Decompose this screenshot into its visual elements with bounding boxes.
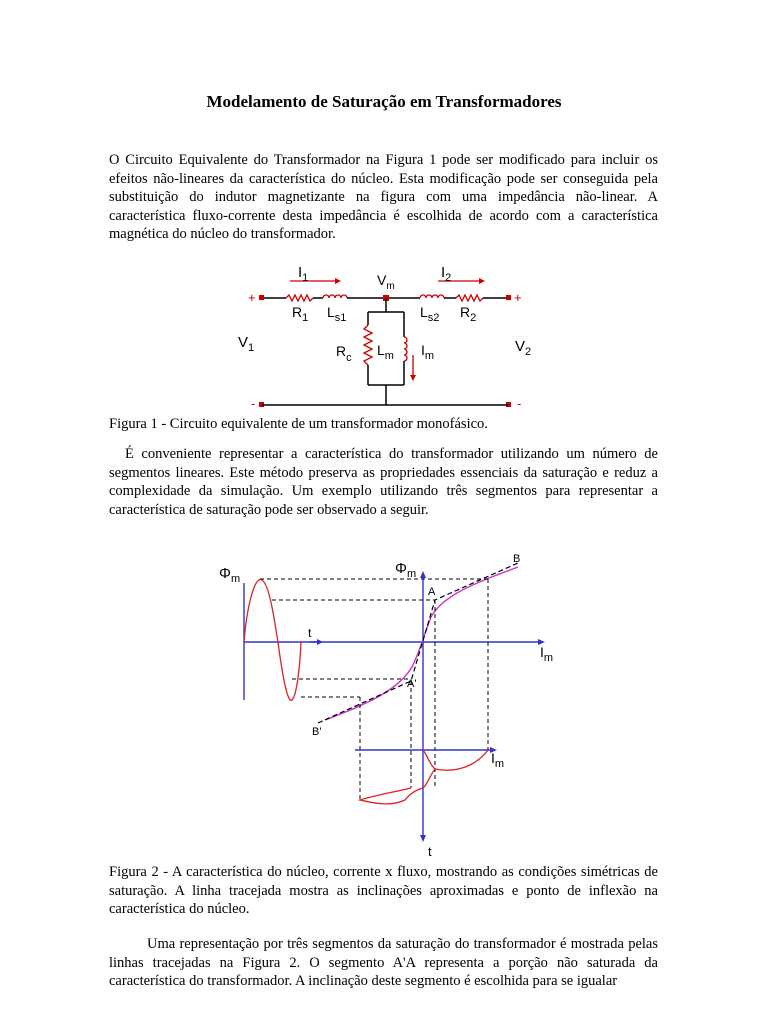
label-point-a-prime: A' (407, 678, 417, 690)
label-rc: $R_c$ (336, 343, 352, 364)
resistor-r2 (456, 295, 483, 301)
label-ls2: $L_{s2}$ (420, 304, 440, 324)
label-i2: $I_2$ (441, 264, 452, 284)
page-title: Modelamento de Saturação em Transformadores (206, 92, 562, 111)
inductor-ls2 (420, 295, 444, 298)
figure-2-saturation (215, 545, 555, 865)
label-point-b-prime: B' (312, 726, 322, 738)
label-vm: $V_m$ (377, 272, 395, 292)
label-r2: $R_2$ (460, 304, 477, 324)
resistor-r1 (286, 295, 313, 301)
label-t-bottom: t (428, 844, 432, 859)
paragraph-three-segments: Uma representação por três segmentos da saturação do transformador é mostrada pelas linhas tracejadas na Figura 2. O segmento A'A representa a porção não saturada da característica do transformador. A inclinação deste segmento é escolhida para se igualar (109, 936, 658, 990)
label-im-lower: $I_m$ (491, 750, 505, 770)
label-v2: $V_2$ (515, 338, 532, 358)
label-plus-right: + (514, 290, 522, 305)
arrow-im (410, 355, 416, 381)
flux-waveform (244, 579, 301, 700)
label-r1: $R_1$ (292, 304, 309, 324)
label-phi-left: $\Phi_m$ (219, 565, 241, 585)
label-minus-right: - (517, 396, 522, 411)
caption-figure-2: Figura 2 - A característica do núcleo, corrente x fluxo, mostrando as condições simétricas de saturação. A linha tracejada mostra as inclinações aproximadas e ponto de inflexão na característica do núcleo. (109, 864, 658, 918)
label-point-a: A (428, 586, 436, 598)
label-im-right: $I_m$ (540, 644, 554, 664)
inductor-lm (404, 337, 407, 361)
label-t-top: t (308, 626, 312, 640)
paragraph-segments: É conveniente representar a característica do transformador utilizando um número de segmentos lineares. Este método preserva as propriedades essenciais da saturação e reduz a complexidade da simulação. Um exemplo utilizando três segmentos para representar a característica de saturação pode ser observado a seguir. (109, 446, 658, 518)
label-v1: $V_1$ (238, 334, 255, 354)
resistor-rc (364, 325, 372, 365)
projection-lines (260, 579, 488, 800)
terminal-v1-plus (259, 295, 264, 300)
label-plus-left: + (248, 290, 256, 305)
inductor-ls1 (323, 295, 347, 298)
label-i1: $I_1$ (298, 264, 309, 284)
paragraph-intro: O Circuito Equivalente do Transformador na Figura 1 pode ser modificado para incluir os efeitos não-lineares da característica do núcleo. Esta modificação pode ser conseguida pela substituição do indutor magnetizante na figura com uma impedância não-linear. A característica fluxo-corrente desta impedância é escolhida de acordo com a característica magnética do núcleo do transformador. (109, 152, 658, 243)
caption-figure-1: Figura 1 - Circuito equivalente de um transformador monofásico. (109, 416, 488, 432)
current-waveform (360, 750, 488, 804)
label-point-b: B (513, 553, 521, 565)
label-minus-left: - (251, 396, 256, 411)
terminal-v2-plus (506, 295, 511, 300)
label-ls1: $L_{s1}$ (327, 304, 347, 324)
label-im: $I_m$ (421, 342, 435, 362)
figure-1-circuit (230, 255, 530, 415)
label-phi-center: $\Phi_m$ (395, 560, 417, 580)
label-lm: $L_m$ (377, 342, 394, 362)
